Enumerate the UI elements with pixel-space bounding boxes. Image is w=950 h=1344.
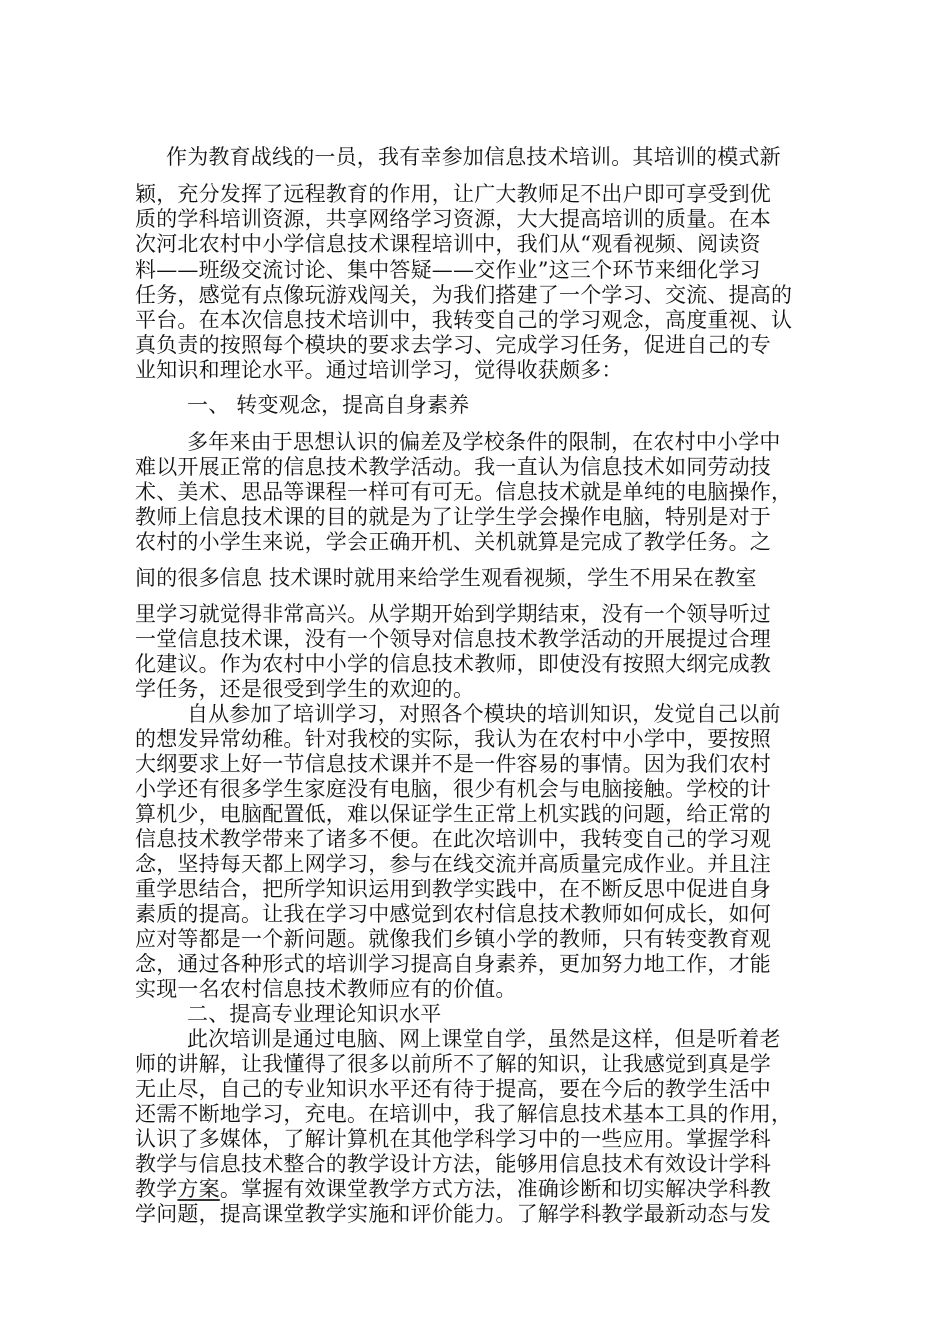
paragraph-line: 平台。在本次信息技术培训中，我转变自己的学习观念，高度重视、认	[135, 308, 793, 332]
paragraph-line: 颖，充分发挥了远程教育的作用，让广大教师足不出户即可享受到优	[135, 182, 771, 206]
paragraph-line: 难以开展正常的信息技术教学活动。我一直认为信息技术如同劳动技	[135, 455, 771, 479]
paragraph-line: 农村的小学生来说，学会正确开机、关机就算是完成了教学任务。之	[135, 530, 771, 554]
paragraph-line: 念，通过各种形式的培训学习提高自身素养，更加努力地工作，才能	[135, 952, 771, 976]
paragraph-line: 小学还有很多学生家庭没有电脑，很少有机会与电脑接触。学校的计	[135, 777, 771, 801]
paragraph-line: 信息技术教学带来了诸多不便。在此次培训中，我转变自己的学习观	[135, 827, 771, 851]
paragraph-line: 实现一名农村信息技术教师应有的价值。	[135, 977, 517, 1001]
paragraph-line: 化建议。作为农村中小学的信息技术教师，即使没有按照大纲完成教	[135, 652, 771, 676]
paragraph-line: 无止尽，自己的专业知识水平还有待于提高，要在今后的教学生活中	[135, 1077, 771, 1101]
paragraph-line: 学问题，提高课堂教学实施和评价能力。了解学科教学最新动态与发	[135, 1202, 771, 1226]
section-heading: 二、提高专业理论知识水平	[187, 1002, 442, 1026]
paragraph-line: 业知识和理论水平。通过培训学习，觉得收获颇多：	[135, 358, 623, 382]
paragraph-line: 念，坚持每天都上网学习，参与在线交流并高质量完成作业。并且注	[135, 852, 771, 876]
paragraph-line: 间的很多信息 技术课时就用来给学生观看视频，学生不用呆在教室	[135, 566, 757, 590]
paragraph-line: 素质的提高。让我在学习中感觉到农村信息技术教师如何成长，如何	[135, 902, 771, 926]
paragraph-line: 料——班级交流讨论、集中答疑——交作业”这三个环节来细化学习	[135, 258, 761, 282]
section-heading: 一、 转变观念，提高自身素养	[187, 393, 470, 417]
paragraph-line: 认识了多媒体，了解计算机在其他学科学习中的一些应用。掌握学科	[135, 1127, 771, 1151]
paragraph-line: 任务，感觉有点像玩游戏闯关，为我们搭建了一个学习、交流、提高的	[135, 283, 793, 307]
paragraph-line: 术、美术、思品等课程一样可有可无。信息技术就是单纯的电脑操作，	[135, 480, 793, 504]
line-prefix: 教学	[135, 1177, 178, 1201]
paragraph-line: 大纲要求上好一节信息技术课并不是一件容易的事情。因为我们农村	[135, 752, 771, 776]
paragraph-line: 里学习就觉得非常高兴。从学期开始到学期结束，没有一个领导听过	[135, 602, 771, 626]
paragraph-line: 算机少，电脑配置低，难以保证学生正常上机实践的问题，给正常的	[135, 802, 771, 826]
paragraph-line: 重学思结合，把所学知识运用到教学实践中，在不断反思中促进自身	[135, 877, 771, 901]
paragraph-line: 应对等都是一个新问题。就像我们乡镇小学的教师，只有转变教育观	[135, 927, 771, 951]
paragraph-line: 教学与信息技术整合的教学设计方法，能够用信息技术有效设计学科	[135, 1152, 771, 1176]
paragraph-line: 一堂信息技术课，没有一个领导对信息技术教学活动的开展提过合理	[135, 627, 771, 651]
paragraph-line: 教师上信息技术课的目的就是为了让学生学会操作电脑，特别是对于	[135, 505, 771, 529]
paragraph-line: 的想发异常幼稚。针对我校的实际，我认为在农村中小学中，要按照	[135, 727, 771, 751]
paragraph-line-with-link	[135, 1175, 950, 1203]
line-suffix: 。掌握有效课堂教学方式方法，准确诊断和切实解决学科教	[219, 1177, 772, 1201]
paragraph-line: 师的讲解，让我懂得了很多以前所不了解的知识，让我感觉到真是学	[135, 1052, 771, 1076]
scheme-link[interactable]: 方案	[177, 1177, 220, 1201]
paragraph-line: 还需不断地学习，充电。在培训中，我了解信息技术基本工具的作用，	[135, 1102, 793, 1126]
paragraph-line: 自从参加了培训学习，对照各个模块的培训知识，发觉自己以前	[187, 702, 781, 726]
paragraph-line: 多年来由于思想认识的偏差及学校条件的限制，在农村中小学中	[187, 430, 781, 454]
paragraph-line: 真负责的按照每个模块的要求去学习、完成学习任务，促进自己的专	[135, 333, 771, 357]
paragraph-line: 作为教育战线的一员，我有幸参加信息技术培训。其培训的模式新	[166, 145, 781, 169]
paragraph-line: 此次培训是通过电脑、网上课堂自学，虽然是这样，但是听着老	[187, 1027, 781, 1051]
paragraph-line: 质的学科培训资源，共享网络学习资源，大大提高培训的质量。在本	[135, 207, 771, 231]
paragraph-line: 次河北农村中小学信息技术课程培训中，我们从“观看视频、阅读资	[135, 232, 761, 256]
paragraph-line: 学任务，还是很受到学生的欢迎的。	[135, 677, 475, 701]
